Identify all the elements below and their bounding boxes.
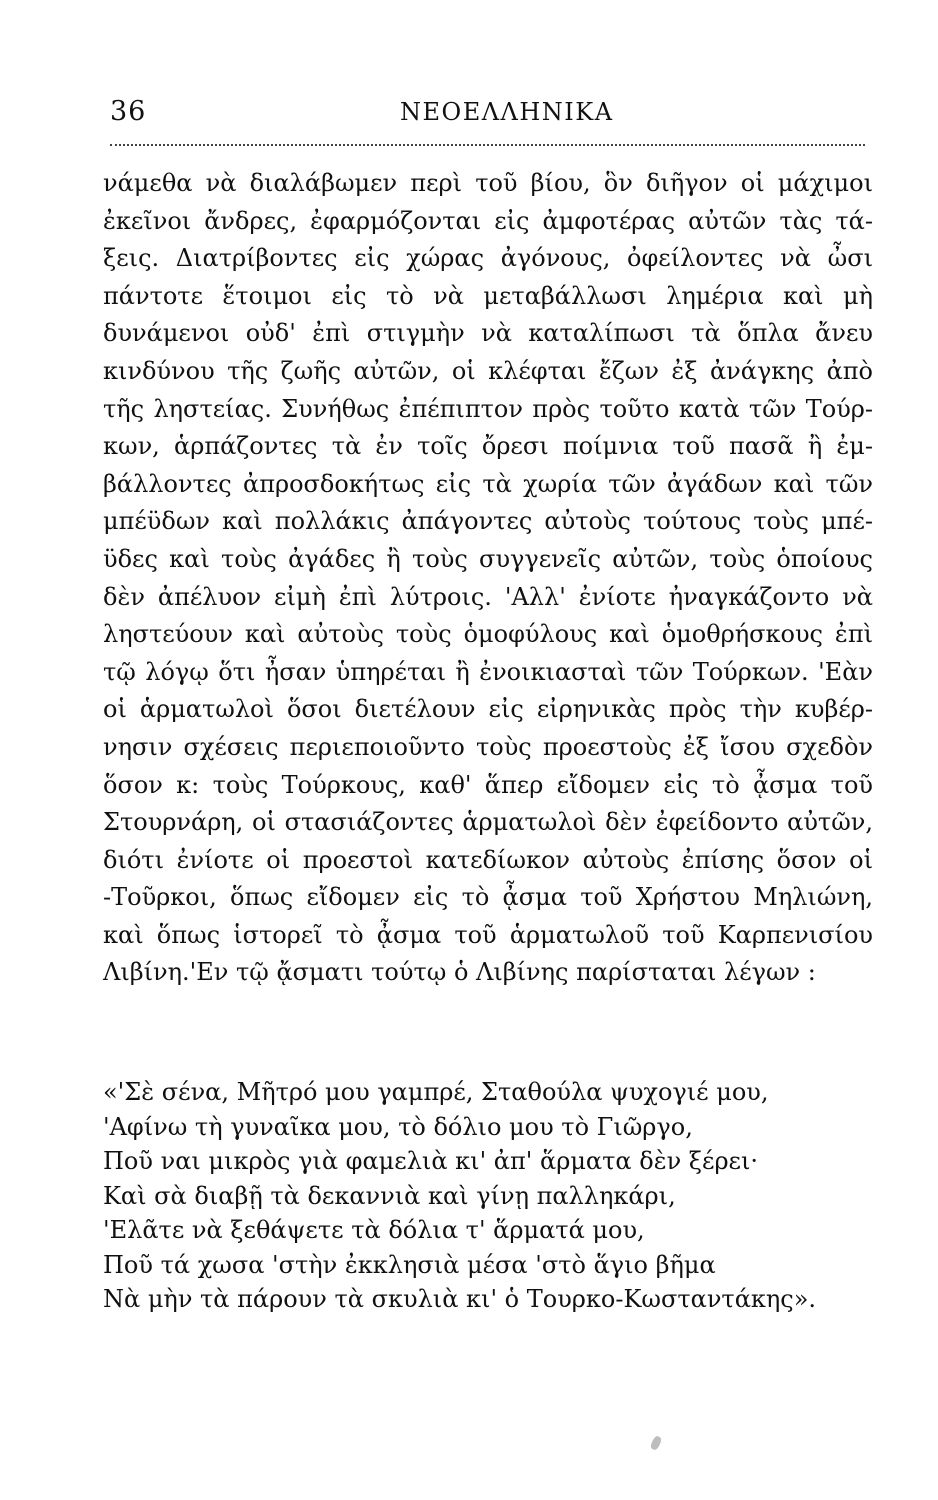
text-line: κινδύνου τῆς ζωῆς αὐτῶν, οἱ κλέφται ἔζων ἐξ ἀνάγκης ἀπὸ <box>103 356 873 385</box>
text-line: πάντοτε ἕτοιμοι εἰς τὸ νὰ μεταβάλλωσι λημέρια καὶ μὴ <box>103 281 873 310</box>
page-header <box>110 96 870 136</box>
page-number: 36 <box>110 96 147 127</box>
verse-line: Ποῦ τά χωσα 'στὴν ἐκκλησιὰ μέσα 'στὸ ἅγιο βῆμα <box>103 1250 716 1279</box>
ink-speck <box>649 1435 662 1451</box>
text-line: διότι ἐνίοτε οἱ προεστοὶ κατεδίωκον αὐτοὺς ἐπίσης ὅσον οἱ <box>103 845 873 874</box>
text-line: ϋδες καὶ τοὺς ἀγάδες ἢ τοὺς συγγενεῖς αὐτῶν, τοὺς ὁποίους <box>103 544 873 573</box>
text-line: νάμεθα νὰ διαλάβωμεν περὶ τοῦ βίου, ὃν διῆγον οἱ μάχιμοι <box>103 169 873 197</box>
text-line: ξεις. Διατρίβοντες εἰς χώρας ἀγόνους, ὀφείλοντες νὰ ὦσι <box>103 244 873 273</box>
running-title: ΝΕΟΕΛΛΗΝΙΚΑ <box>400 98 614 126</box>
text-line: Λιβίνη.'Εν τῷ ᾄσματι τούτῳ ὁ Λιβίνης παρίσταται λέγων : <box>103 958 816 987</box>
song-verse <box>103 1075 873 1317</box>
text-line: βάλλοντες ἀπροσδοκήτως εἰς τὰ χωρία τῶν ἀγάδων καὶ τῶν <box>103 469 873 498</box>
verse-line: Νὰ μὴν τὰ πάρουν τὰ σκυλιὰ κι' ὁ Τουρκο-Κωσταντάκης». <box>103 1285 817 1313</box>
verse-line: Ποῦ ναι μικρὸς γιὰ φαμελιὰ κι' ἀπ' ἅρματα δὲν ξέρει· <box>103 1147 759 1175</box>
text-line: ἐκεῖνοι ἄνδρες, ἐφαρμόζονται εἰς ἀμφοτέρας αὐτῶν τὰς τά- <box>103 206 873 235</box>
text-line: τῷ λόγῳ ὅτι ἦσαν ὑπηρέται ἢ ἐνοικιασταὶ τῶν Τούρκων. 'Εὰν <box>103 657 873 686</box>
text-line: ὅσον κ: τοὺς Τούρκους, καθ' ἅπερ εἴδομεν εἰς τὸ ᾆσμα τοῦ <box>103 770 873 799</box>
prose-paragraph <box>103 165 873 992</box>
verse-line: 'Ελᾶτε νὰ ξεθάψετε τὰ δόλια τ' ἅρματά μου, <box>103 1216 645 1244</box>
verse-line: «'Σὲ σένα, Μῆτρό μου γαμπρέ, Σταθούλα ψυχογιέ μου, <box>103 1078 769 1106</box>
text-line: καὶ ὅπως ἱστορεῖ τὸ ᾆσμα τοῦ ἁρματωλοῦ τοῦ Καρπενισίου <box>103 920 873 949</box>
header-rule <box>110 144 865 146</box>
text-line: μπέϋδων καὶ πολλάκις ἀπάγοντες αὐτοὺς τούτους τοὺς μπέ- <box>103 507 873 536</box>
text-line: νησιν σχέσεις περιεποιοῦντο τοὺς προεστοὺς ἐξ ἴσου σχεδὸν <box>103 732 873 761</box>
text-line: οἱ ἁρματωλοὶ ὅσοι διετέλουν εἰς εἰρηνικὰς πρὸς τὴν κυβέρ- <box>103 695 873 724</box>
text-line: τῆς ληστείας. Συνήθως ἐπέπιπτον πρὸς τοῦτο κατὰ τῶν Τούρ- <box>103 394 873 423</box>
text-line: κων, ἁρπάζοντες τὰ ἐν τοῖς ὄρεσι ποίμνια τοῦ πασᾶ ἢ ἐμ- <box>103 432 873 461</box>
text-line: -Τοῦρκοι, ὅπως εἴδομεν εἰς τὸ ᾆσμα τοῦ Χρήστου Μηλιώνη, <box>103 883 873 912</box>
text-line: ληστεύουν καὶ αὐτοὺς τοὺς ὁμοφύλους καὶ ὁμοθρήσκους ἐπὶ <box>103 620 873 649</box>
text-line: Στουρνάρη, οἱ στασιάζοντες ἁρματωλοὶ δὲν ἐφείδοντο αὐτῶν, <box>103 808 873 837</box>
text-line: δυνάμενοι οὐδ' ἐπὶ στιγμὴν νὰ καταλίπωσι τὰ ὅπλα ἄνευ <box>103 319 873 348</box>
verse-line: Καὶ σὰ διαβῇ τὰ δεκαννιὰ καὶ γίνῃ παλληκάρι, <box>103 1181 676 1210</box>
verse-line: 'Αφίνω τὴ γυναῖκα μου, τὸ δόλιο μου τὸ Γιῶργο, <box>103 1112 693 1141</box>
text-line: δὲν ἀπέλυον εἰμὴ ἐπὶ λύτροις. 'Αλλ' ἐνίοτε ἠναγκάζοντο νὰ <box>103 582 873 611</box>
